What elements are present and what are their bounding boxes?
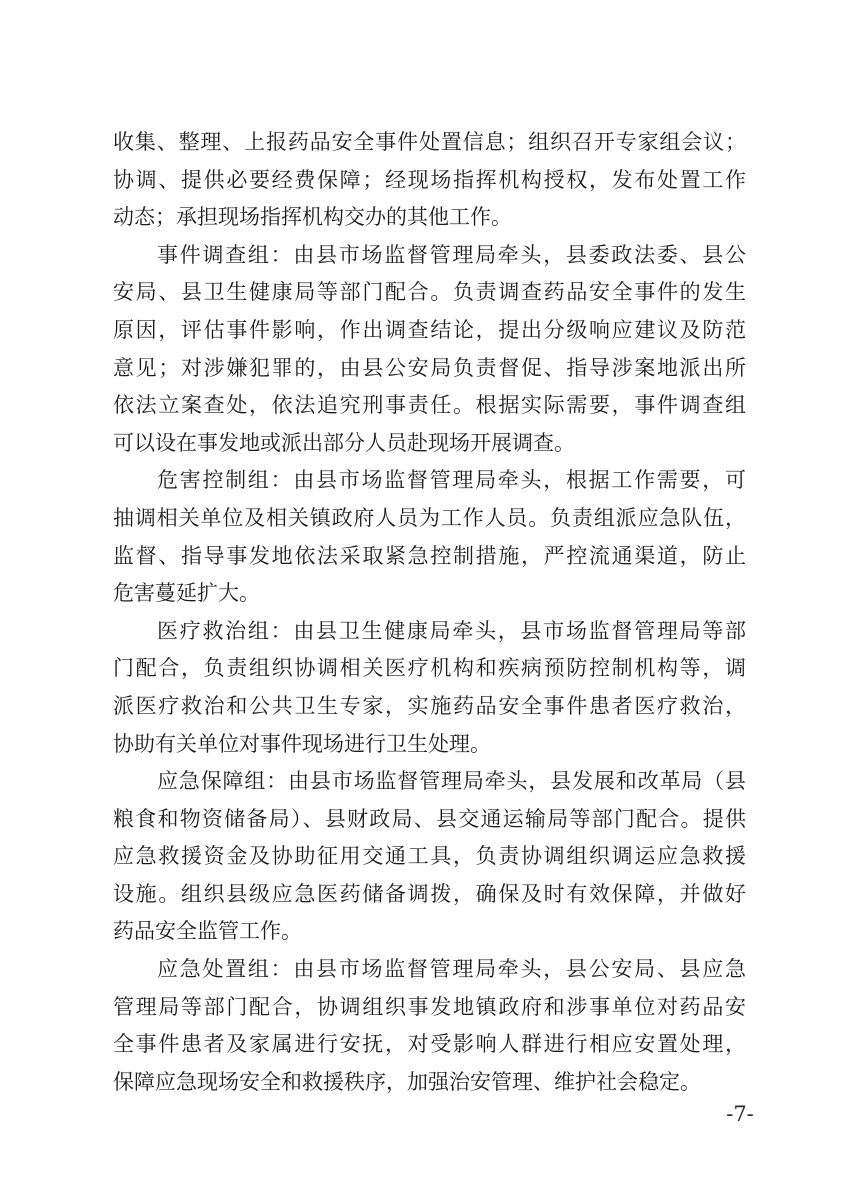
text-line: 派医疗救治和公共卫生专家，实施药品安全事件患者医疗救治， xyxy=(113,693,746,718)
paragraph-emergency-support-group xyxy=(113,763,746,951)
text-line: 原因，评估事件影响，作出调查结论，提出分级响应建议及防范 xyxy=(113,317,746,342)
text-line: 保障应急现场安全和救援秩序，加强治安管理、维护社会稳定。 xyxy=(113,1069,701,1094)
text-line: 全事件患者及家属进行安抚，对受影响人群进行相应安置处理， xyxy=(113,1032,746,1057)
text-line: 抽调相关单位及相关镇政府人员为工作人员。负责组派应急队伍， xyxy=(113,505,746,530)
text-line: 协调、提供必要经费保障；经现场指挥机构授权，发布处置工作 xyxy=(113,167,746,192)
text-line: 应急处置组：由县市场监督管理局牵头，县公安局、县应急 xyxy=(157,957,746,982)
paragraph-duties-continuation xyxy=(113,124,746,237)
paragraph-incident-investigation-group xyxy=(113,237,746,463)
text-line: 应急救援资金及协助征用交通工具，负责协调组织调运应急救援 xyxy=(113,844,746,869)
text-line: 依法立案查处，依法追究刑事责任。根据实际需要，事件调查组 xyxy=(113,393,746,418)
text-line: 管理局等部门配合，协调组织事发地镇政府和涉事单位对药品安 xyxy=(113,994,746,1019)
text-line: 危害控制组：由县市场监督管理局牵头，根据工作需要，可 xyxy=(157,468,746,493)
text-line: 收集、整理、上报药品安全事件处置信息；组织召开专家组会议； xyxy=(113,130,746,154)
text-line: 药品安全监管工作。 xyxy=(113,919,302,944)
text-line: 事件调查组：由县市场监督管理局牵头，县委政法委、县公 xyxy=(157,242,746,267)
text-line: 监督、指导事发地依法采取紧急控制措施，严控流通渠道，防止 xyxy=(113,543,746,568)
text-line: 设施。组织县级应急医药储备调拨，确保及时有效保障，并做好 xyxy=(113,881,746,906)
document-body xyxy=(113,124,746,1101)
text-line: 医疗救治组：由县卫生健康局牵头，县市场监督管理局等部 xyxy=(157,618,746,643)
text-line: 协助有关单位对事件现场进行卫生处理。 xyxy=(113,731,491,756)
paragraph-medical-treatment-group xyxy=(113,613,746,763)
text-line: 可以设在事发地或派出部分人员赴现场开展调查。 xyxy=(113,430,575,455)
text-line: 危害蔓延扩大。 xyxy=(113,581,260,606)
text-line: 安局、县卫生健康局等部门配合。负责调查药品安全事件的发生 xyxy=(113,280,746,305)
paragraph-hazard-control-group xyxy=(113,462,746,612)
text-line: 应急保障组：由县市场监督管理局牵头，县发展和改革局（县 xyxy=(157,769,746,794)
paragraph-emergency-disposal-group xyxy=(113,951,746,1101)
text-line: 动态；承担现场指挥机构交办的其他工作。 xyxy=(113,205,512,230)
page-number: -7- xyxy=(726,1102,754,1126)
text-line: 意见；对涉嫌犯罪的，由县公安局负责督促、指导涉案地派出所 xyxy=(113,355,746,380)
text-line: 门配合，负责组织协调相关医疗机构和疾病预防控制机构等，调 xyxy=(113,656,746,681)
text-line: 粮食和物资储备局）、县财政局、县交通运输局等部门配合。提供 xyxy=(113,806,746,831)
